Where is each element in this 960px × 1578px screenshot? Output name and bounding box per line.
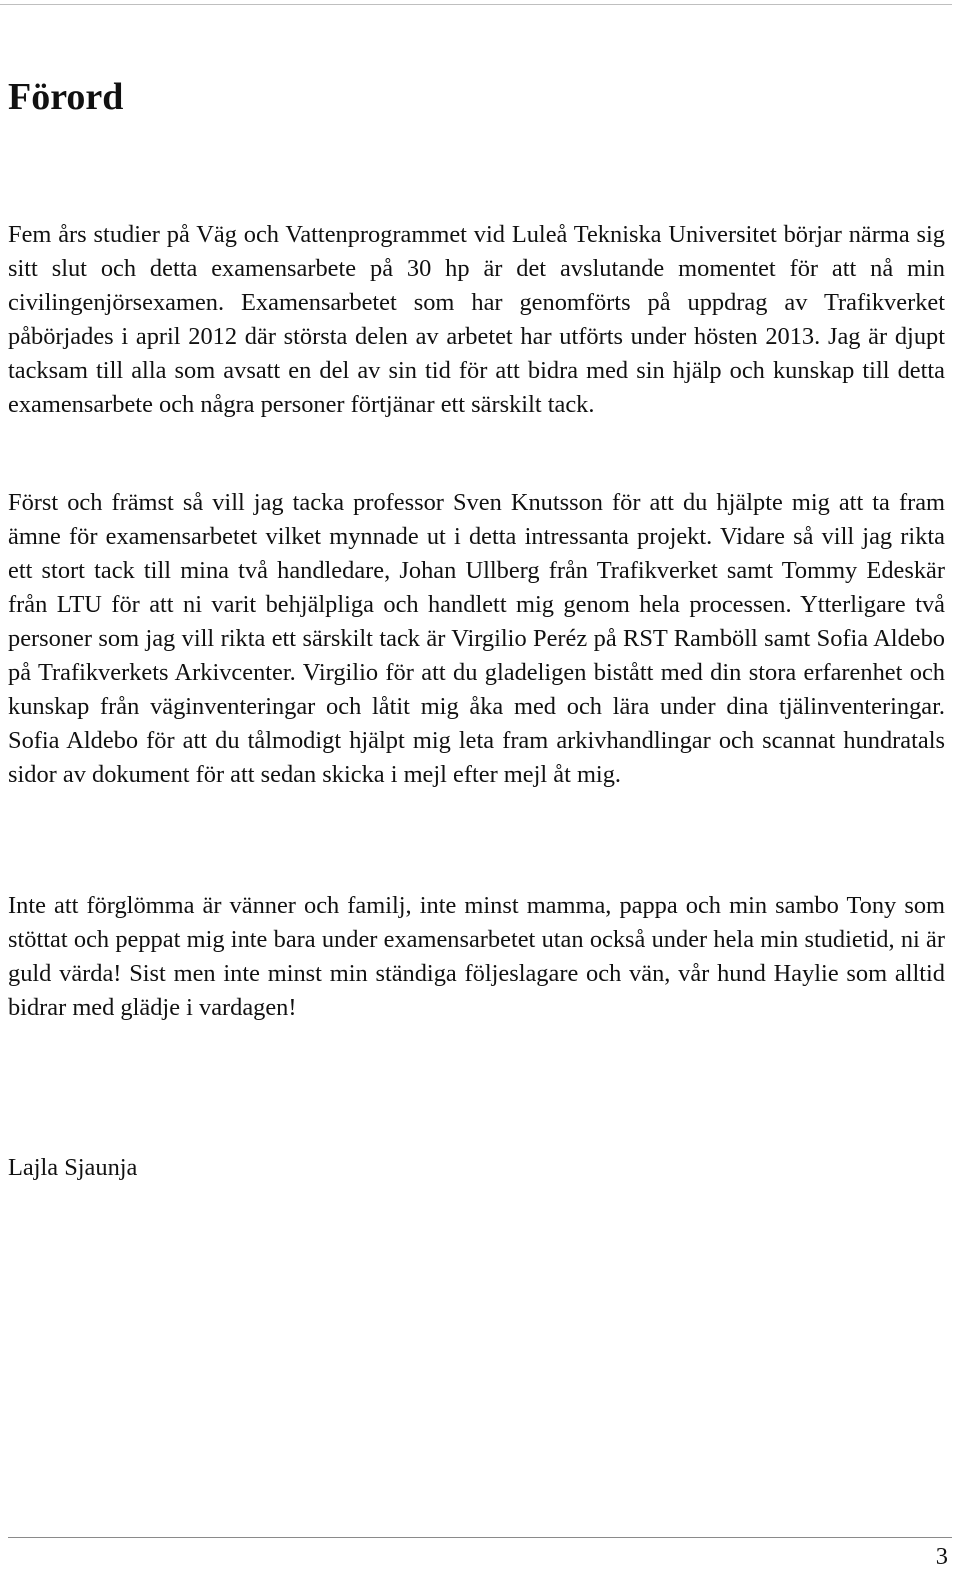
page-title: Förord <box>8 76 124 118</box>
page-number: 3 <box>935 1543 948 1570</box>
paragraph-family: Inte att förglömma är vänner och familj, inte minst mamma, pappa och min sambo Tony som stöttat och peppat mig inte bara under examensarbetet utan också under hela min studietid, ni är guld värda! Sist men inte minst min ständiga följeslagare och vän, vår hund Haylie som alltid bidrar med glädje i vardagen! <box>8 892 945 1021</box>
author-signature: Lajla Sjaunja <box>8 1154 138 1181</box>
header-rule <box>0 4 952 5</box>
paragraph-acknowledgements: Först och främst så vill jag tacka professor Sven Knutsson för att du hjälpte mig att ta fram ämne för examensarbetet vilket mynnade ut i detta intressanta projekt. Vidare så vill jag rikta ett stort tack till mina två handledare, Johan Ullberg från Trafikverket samt Tommy Edeskär från LTU för att ni varit behjälpliga och handlett mig genom hela processen. Ytterligare två personer som jag vill rikta ett särskilt tack är Virgilio Peréz på RST Ramböll samt Sofia Aldebo på Trafikverkets Arkivcenter. Virgilio för att du gladeligen bistått med din stora erfarenhet och kunskap från väginventeringar och låtit mig åka med och lära under dina tjälinventeringar. Sofia Aldebo för att du tålmodigt hjälpt mig leta fram arkivhandlingar och scannat hundratals sidor av dokument för att sedan skicka i mejl efter mejl åt mig. <box>8 489 945 788</box>
paragraph-intro: Fem års studier på Väg och Vattenprogrammet vid Luleå Tekniska Universitet börjar närma sig sitt slut och detta examensarbete på 30 hp är det avslutande momentet för att nå min civilingenjörsexamen. Examensarbetet som har genomförts på uppdrag av Trafikverket påbörjades i april 2012 där största delen av arbetet har utförts under hösten 2013. Jag är djupt tacksam till alla som avsatt en del av sin tid för att bidra med sin hjälp och kunskap till detta examensarbete och några personer förtjänar ett särskilt tack. <box>8 221 945 418</box>
footer-rule <box>8 1537 952 1538</box>
